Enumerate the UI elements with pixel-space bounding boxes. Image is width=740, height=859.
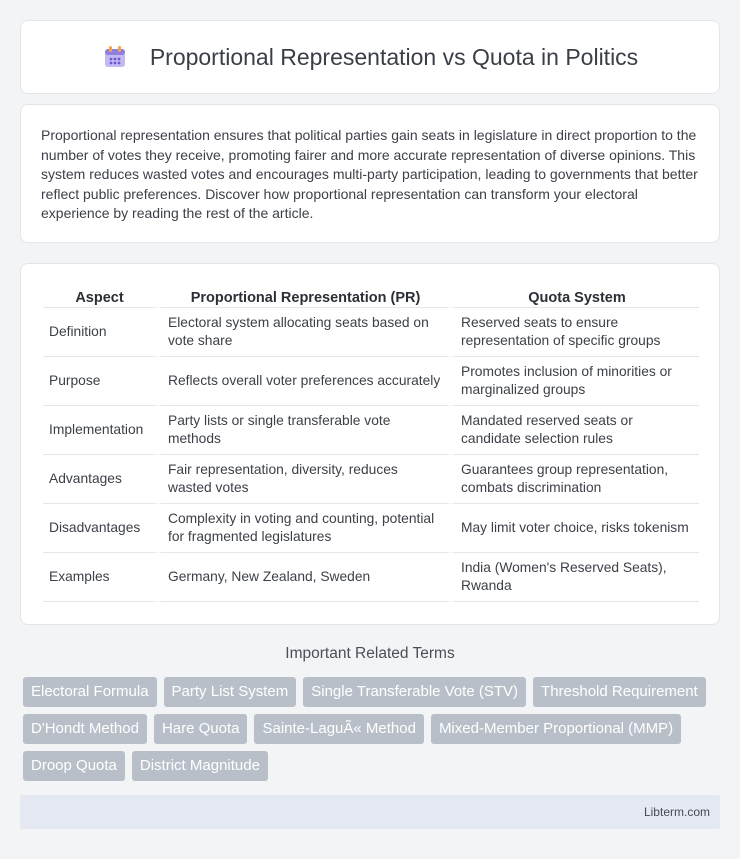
related-terms-heading: Important Related Terms — [285, 645, 455, 662]
cell-aspect: Examples — [43, 553, 156, 602]
term-tag[interactable]: Droop Quota — [23, 751, 125, 781]
comparison-table-card — [20, 263, 720, 625]
table-row — [43, 357, 699, 406]
cell-quota: May limit voter choice, risks tokenism — [449, 504, 699, 553]
term-tag[interactable]: Single Transferable Vote (STV) — [303, 677, 526, 707]
title-card — [20, 20, 720, 94]
cell-aspect: Implementation — [43, 406, 156, 455]
table-row — [43, 553, 699, 602]
cell-quota: Promotes inclusion of minorities or marginalized groups — [449, 357, 699, 406]
cell-aspect: Disadvantages — [43, 504, 156, 553]
table-row — [43, 504, 699, 553]
header-aspect: Aspect — [43, 284, 156, 308]
term-tag[interactable]: Sainte-LaguÃ« Method — [254, 714, 423, 744]
cell-quota: Guarantees group representation, combats discrimination — [449, 455, 699, 504]
term-tag[interactable]: Electoral Formula — [23, 677, 157, 707]
table-header-row — [43, 284, 699, 308]
cell-quota: India (Women's Reserved Seats), Rwanda — [449, 553, 699, 602]
term-tag[interactable]: Threshold Requirement — [533, 677, 706, 707]
cell-aspect: Definition — [43, 308, 156, 357]
table-row — [43, 308, 699, 357]
cell-aspect: Advantages — [43, 455, 156, 504]
header-pr: Proportional Representation (PR) — [156, 284, 449, 308]
table-row — [43, 455, 699, 504]
cell-pr: Electoral system allocating seats based on vote share — [156, 308, 449, 357]
term-tag[interactable]: D'Hondt Method — [23, 714, 147, 744]
cell-aspect: Purpose — [43, 357, 156, 406]
cell-pr: Party lists or single transferable vote methods — [156, 406, 449, 455]
page-title: Proportional Representation vs Quota in Politics — [149, 43, 639, 70]
footer — [20, 795, 720, 829]
footer-site-link[interactable]: Libterm.com — [643, 805, 710, 819]
cell-pr: Fair representation, diversity, reduces wasted votes — [156, 455, 449, 504]
cell-quota: Mandated reserved seats or candidate selection rules — [449, 406, 699, 455]
cell-pr: Complexity in voting and counting, potential for fragmented legislatures — [156, 504, 449, 553]
comparison-table — [43, 284, 699, 602]
intro-card — [20, 104, 720, 243]
term-tag[interactable]: Hare Quota — [154, 714, 248, 744]
intro-paragraph: Proportional representation ensures that political parties gain seats in legislature in direct proportion to the number of votes they receive, promoting fairer and more accurate representation of diverse opinions. This system reduces wasted votes and encourages multi-party participation, leading to governments that better reflect public preferences. Discover how proportional representation can transform your electoral experience by reading the rest of the article. — [41, 127, 698, 222]
term-tag[interactable]: Mixed-Member Proportional (MMP) — [431, 714, 681, 744]
cell-pr: Germany, New Zealand, Sweden — [156, 553, 449, 602]
term-tag[interactable]: District Magnitude — [132, 751, 268, 781]
table-row — [43, 406, 699, 455]
calendar-icon — [102, 44, 128, 70]
header-quota: Quota System — [449, 284, 699, 308]
cell-quota: Reserved seats to ensure representation of specific groups — [449, 308, 699, 357]
cell-pr: Reflects overall voter preferences accurately — [156, 357, 449, 406]
related-terms-list — [23, 677, 723, 788]
term-tag[interactable]: Party List System — [164, 677, 297, 707]
